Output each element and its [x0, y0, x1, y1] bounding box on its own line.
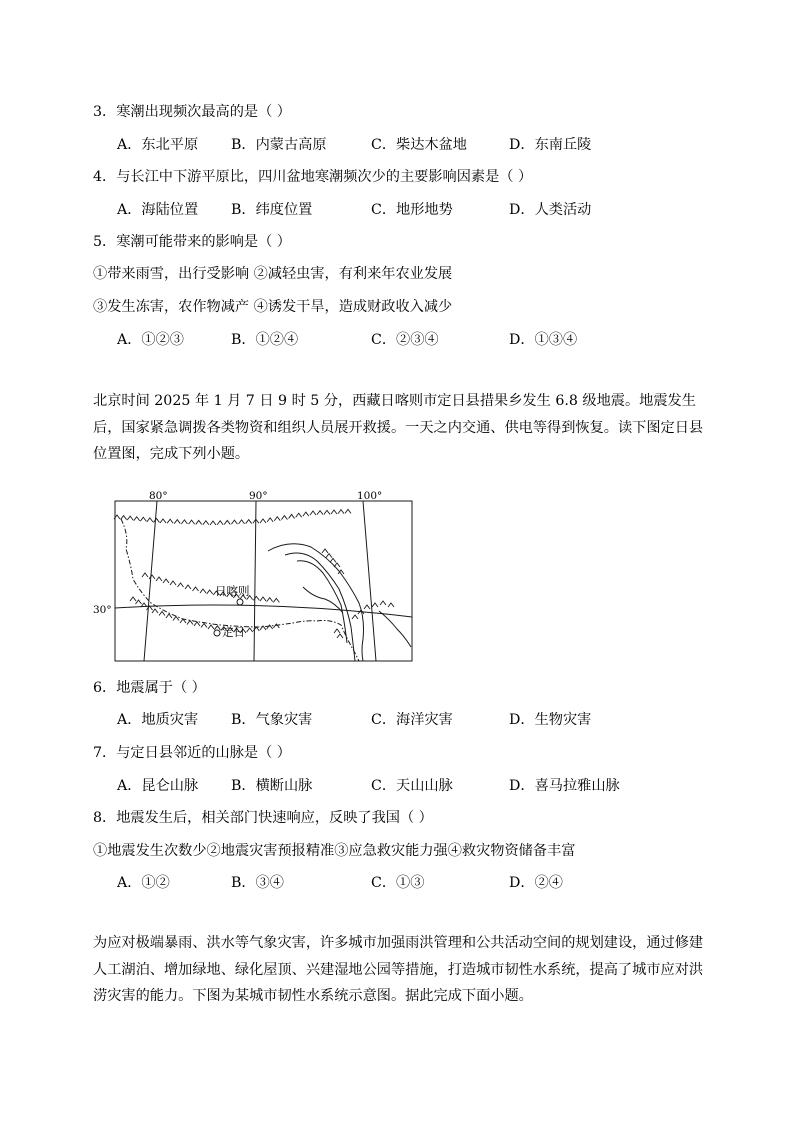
- mountain-symbol: [174, 520, 180, 524]
- dingri-marker: [214, 630, 220, 636]
- mountain-symbol: [170, 581, 176, 585]
- river-1: [268, 544, 364, 661]
- lat-label-30: 30°: [93, 604, 112, 616]
- meridian-90: [254, 501, 256, 661]
- q5-statement-2: ③发生冻害，农作物减产 ④诱发干旱，造成财政收入减少: [93, 299, 453, 315]
- q5-option-d: D．①③④: [509, 332, 578, 348]
- mountain-symbol: [273, 598, 279, 602]
- flood-passage: 为应对极端暴雨、洪水等气象灾害，许多城市加强雨洪管理和公共活动空间的规划建设，通过修建人工湖泊、增加绿地、绿化屋顶、兴建湿地公园等措施，打造城市韧性水系统，提高了城市应对洪涝灾害的能力。下图为某城市韧性水系统示意图。据此完成下面小题。: [93, 935, 704, 1004]
- mountain-symbol: [214, 626, 220, 630]
- mountain-symbol: [200, 589, 206, 593]
- mountain-symbol: [267, 518, 273, 522]
- question-6-stem: 6．地震属于（ ）: [93, 680, 206, 696]
- lon-label-90: 90°: [249, 490, 268, 502]
- question-8-stem: 8．地震发生后，相关部门快速响应，反映了我国（ ）: [93, 810, 433, 826]
- lon-label-80: 80°: [149, 490, 168, 502]
- mountain-symbol: [160, 519, 166, 523]
- mountain-symbol: [167, 519, 173, 523]
- q5-option-a: A．①②③: [117, 332, 184, 348]
- shigatse-marker: [237, 599, 243, 605]
- mountain-symbol: [324, 510, 330, 514]
- question-3-stem: 3．寒潮出现频次最高的是（ ）: [93, 104, 291, 120]
- q7-option-b: B．横断山脉: [231, 778, 313, 794]
- mountain-symbol: [303, 512, 309, 516]
- mountain-symbol: [173, 617, 179, 621]
- shigatse-label: 日喀则: [215, 584, 250, 598]
- mountain-symbol: [331, 510, 337, 514]
- map-frame: [115, 501, 412, 661]
- mountain-symbol: [185, 585, 191, 589]
- mountain-symbol: [130, 597, 136, 601]
- mountain-symbol: [210, 521, 216, 525]
- q4-option-b: B．纬度位置: [231, 202, 313, 218]
- mountain-symbol: [246, 520, 252, 524]
- q4-option-a: A．海陆位置: [117, 202, 199, 218]
- mountain-symbol: [217, 521, 223, 525]
- mountain-symbol: [166, 614, 172, 618]
- mountain-symbol: [334, 629, 340, 633]
- mountain-symbol: [121, 516, 127, 520]
- mountain-symbol: [338, 510, 344, 514]
- q5-option-c: C．②③④: [371, 332, 439, 348]
- mountain-symbol: [364, 605, 370, 609]
- mountain-symbol: [153, 518, 159, 522]
- mountain-symbol: [181, 520, 187, 524]
- mountain-symbol: [260, 519, 266, 523]
- q8-option-c: C．①③: [371, 875, 425, 891]
- q4-option-d: D．人类活动: [509, 202, 592, 218]
- mountain-symbol: [296, 513, 302, 517]
- mountain-symbol: [247, 628, 253, 632]
- mountain-symbol: [388, 603, 394, 607]
- earthquake-passage: 北京时间 2025 年 1 月 7 日 9 时 5 分，西藏日喀则市定日县措果乡发生 6.8 级地震。地震发生后，国家紧急调拨各类物资和组织人员展开救援。一天之内交通、供电等得到恢复。读下图定日县位置图，完成下列小题。: [93, 393, 704, 462]
- mountain-symbol: [337, 634, 343, 638]
- dingri-label: 定日: [222, 625, 245, 639]
- meridian-100: [363, 501, 376, 661]
- q8-statement-1: ①地震发生次数少②地震灾害预报精准③应急救灾能力强④救灾物资储备丰富: [93, 843, 576, 859]
- mountain-symbol: [189, 520, 195, 524]
- q3-option-b: B．内蒙古高原: [231, 137, 327, 153]
- q8-option-b: B．③④: [231, 875, 284, 891]
- mountain-symbol: [260, 597, 266, 601]
- mountain-symbol: [289, 514, 295, 518]
- q6-option-d: D．生物灾害: [509, 712, 592, 728]
- dingri-location-map: [93, 487, 415, 665]
- mountain-symbol: [207, 590, 213, 594]
- mountain-symbol: [253, 596, 259, 600]
- q6-option-a: A．地质灾害: [117, 712, 199, 728]
- mountain-symbol: [267, 625, 273, 629]
- mountain-symbol: [239, 520, 245, 524]
- mountain-symbol: [201, 624, 207, 628]
- q5-statement-1: ①带来雨雪，出行受影响 ②减轻虫害，有利来年农业发展: [93, 266, 453, 282]
- mountain-symbol: [136, 600, 142, 604]
- mountain-symbol: [274, 517, 280, 521]
- q6-option-c: C．海洋灾害: [371, 712, 453, 728]
- mountain-symbol: [203, 521, 209, 525]
- mountain-symbol: [231, 520, 237, 524]
- meridian-80: [144, 501, 157, 661]
- mountain-symbol: [152, 609, 158, 613]
- q7-option-a: A．昆仑山脉: [117, 778, 199, 794]
- q3-option-a: A．东北平原: [117, 137, 199, 153]
- mountain-symbol: [224, 520, 230, 524]
- mountain-symbol: [322, 549, 328, 553]
- mountain-symbol: [326, 554, 332, 558]
- q7-option-c: C．天山山脉: [371, 778, 453, 794]
- mountain-symbol: [193, 587, 199, 591]
- mountain-symbol: [156, 577, 162, 581]
- mountain-symbol: [147, 518, 153, 522]
- mountain-symbol: [345, 509, 351, 513]
- mountain-symbol: [310, 511, 316, 515]
- mountain-symbol: [267, 598, 273, 602]
- river-3: [297, 561, 347, 643]
- mountain-symbol: [281, 516, 287, 520]
- question-5-stem: 5．寒潮可能带来的影响是（ ）: [93, 234, 291, 250]
- mountain-symbol: [352, 615, 358, 619]
- q8-option-d: D．②④: [509, 875, 563, 891]
- q6-option-b: B．气象灾害: [231, 712, 313, 728]
- mountain-symbol: [372, 603, 378, 607]
- mountain-symbol: [380, 601, 386, 605]
- q4-option-c: C．地形地势: [371, 202, 453, 218]
- mountain-symbol: [142, 573, 148, 577]
- q8-option-a: A．①②: [117, 875, 170, 891]
- mountain-symbol: [208, 625, 214, 629]
- lon-label-100: 100°: [357, 490, 383, 502]
- mountain-symbol: [330, 558, 336, 562]
- mountain-symbol: [178, 583, 184, 587]
- q3-option-d: D．东南丘陵: [509, 137, 592, 153]
- question-7-stem: 7．与定日县邻近的山脉是（ ）: [93, 745, 291, 761]
- mountain-symbols: [114, 509, 394, 638]
- mountain-symbol: [134, 517, 140, 521]
- mountain-symbol: [127, 516, 133, 520]
- mountain-symbol: [334, 563, 340, 567]
- mountain-symbol: [159, 612, 165, 616]
- mountain-symbol: [149, 575, 155, 579]
- mountain-symbol: [140, 517, 146, 521]
- mountain-symbol: [163, 579, 169, 583]
- mountain-symbol: [317, 511, 323, 515]
- q3-option-c: C．柴达木盆地: [371, 137, 467, 153]
- question-4-stem: 4．与长江中下游平原比，四川盆地寒潮频次少的主要影响因素是（ ）: [93, 169, 533, 185]
- mountain-symbol: [196, 520, 202, 524]
- q7-option-d: D．喜马拉雅山脉: [509, 778, 620, 794]
- q5-option-b: B．①②④: [231, 332, 299, 348]
- mountain-symbol: [194, 622, 200, 626]
